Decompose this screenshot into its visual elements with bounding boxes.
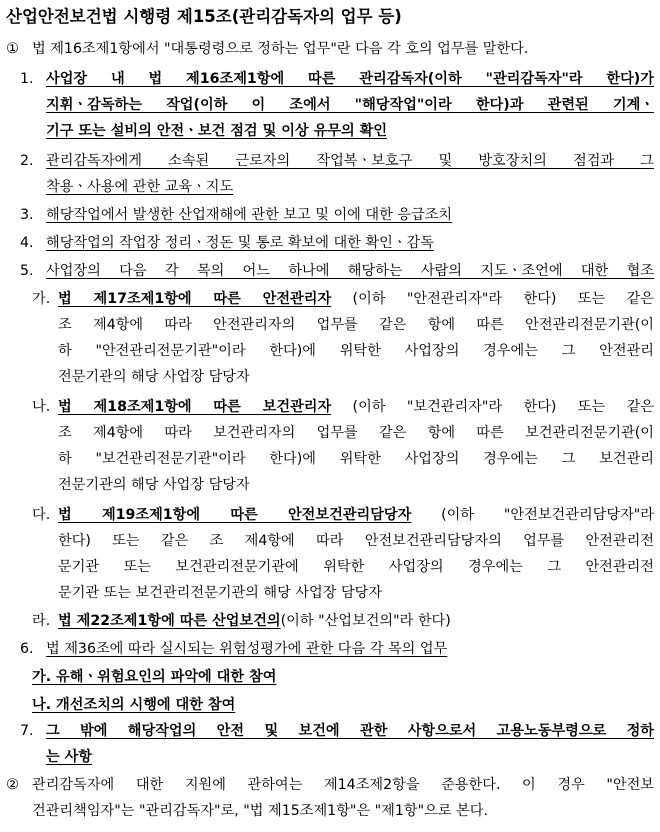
- sub-item-head: 법 제22조제1항에 따른 산업보건의: [58, 613, 281, 629]
- item-line: 해당작업에서 발생한 산업재해에 관한 보고 및 이에 대한 응급조치: [46, 207, 453, 223]
- sub-item-rest: (이하 "보건관리자"라 한다) 또는 같은: [352, 399, 654, 415]
- item-sub-line: 가. 유해ㆍ위험요인의 파악에 대한 참여: [32, 669, 277, 685]
- paragraph-marker: ②: [6, 777, 19, 793]
- item-line: 착용ㆍ사용에 관한 교육ㆍ지도: [46, 179, 234, 195]
- sub-item-line: 전문기관의 해당 사업장 담당자: [58, 369, 250, 385]
- paragraph-text: 법 제16조제1항에서 "대통령령으로 정하는 업무"란 다음 각 호의 업무를 말한다.: [32, 41, 529, 57]
- paragraph-line: 관리감독자에 대한 지원에 관하여는 제14조제2항을 준용한다. 이 경우 "안전보: [32, 777, 654, 793]
- item-line: 사업장의 다음 각 목의 어느 하나에 해당하는 사람의 지도ㆍ조언에 대한 협조: [46, 263, 654, 279]
- item-marker: 5.: [20, 263, 34, 279]
- sub-item-first-line: [58, 502, 654, 528]
- sub-item-head: 법 제18조제1항에 따른 보건관리자: [58, 399, 332, 415]
- sub-item-first-line: [58, 394, 654, 420]
- sub-item-line: 조 제4항에 따라 보건관리자의 업무를 같은 항에 따른 보건관리전문기관(이: [58, 425, 654, 441]
- item-line: 법 제36조에 따라 실시되는 위험성평가에 관한 다음 각 목의 업무: [46, 641, 448, 657]
- sub-item-marker: 나.: [32, 399, 51, 415]
- sub-item-line: 문기관 또는 보건관리전문기관에 위탁한 사업장의 경우에는 그 안전관리전: [58, 559, 654, 575]
- paragraph-marker: ①: [6, 41, 19, 57]
- item-marker: 3.: [20, 207, 34, 223]
- sub-item-first-line: [58, 286, 654, 312]
- item-line: 지휘ㆍ감독하는 작업(이하 이 조에서 "해당작업"이라 한다)과 관련된 기계ㆍ: [46, 97, 654, 113]
- item-marker: 2.: [20, 153, 34, 169]
- sub-item-marker: 다.: [32, 507, 51, 523]
- item-line: 는 사항: [46, 749, 93, 765]
- item-marker: 4.: [20, 235, 34, 251]
- sub-item-rest: (이하 "안전관리자"라 한다) 또는 같은: [352, 291, 654, 307]
- paragraph-line: 건관리책임자"는 "관리감독자"로, "법 제15조제1항"은 "제1항"으로 본다.: [32, 803, 488, 819]
- sub-item-first-line: [58, 608, 451, 634]
- sub-item-line: 전문기관의 해당 사업장 담당자: [58, 477, 250, 493]
- sub-item-rest: (이하 "안전보건관리담당자"라: [441, 507, 654, 523]
- sub-item-rest: (이하 "산업보건의"라 한다): [280, 613, 451, 629]
- sub-item-line: 하 "보건관리전문기관"이라 한다)에 위탁한 사업장의 경우에는 그 보건관리: [58, 451, 654, 467]
- sub-item-head: 법 제19조제1항에 따른 안전보건관리담당자: [58, 507, 412, 523]
- sub-item-line: 하 "안전관리전문기관"이라 한다)에 위탁한 사업장의 경우에는 그 안전관리: [58, 343, 654, 359]
- item-marker: 6.: [20, 641, 34, 657]
- item-line: 관리감독자에게 소속된 근로자의 작업복ㆍ보호구 및 방호장치의 점검과 그: [46, 153, 654, 169]
- item-marker: 1.: [20, 71, 34, 87]
- sub-item-line: 한다) 또는 같은 조 제4항에 따라 안전보건관리담당자의 업무를 안전관리전: [58, 533, 654, 549]
- sub-item-head: 법 제17조제1항에 따른 안전관리자: [58, 291, 332, 307]
- item-line: 해당작업의 작업장 정리ㆍ정돈 및 통로 확보에 대한 확인ㆍ감독: [46, 235, 434, 251]
- item-sub-line: 나. 개선조치의 시행에 대한 참여: [32, 697, 236, 713]
- sub-item-line: 문기관 또는 보건관리전문기관의 해당 사업장 담당자: [58, 585, 383, 601]
- sub-item-marker: 가.: [32, 291, 51, 307]
- item-marker: 7.: [20, 723, 34, 739]
- item-line: 기구 또는 설비의 안전ㆍ보건 점검 및 이상 유무의 확인: [46, 123, 388, 139]
- page-title: 산업안전보건법 시행령 제15조(관리감독자의 업무 등): [6, 7, 402, 26]
- item-line: 사업장 내 법 제16조제1항에 따른 관리감독자(이하 "관리감독자"라 한다)가: [46, 71, 654, 87]
- item-line: 그 밖에 해당작업의 안전 및 보건에 관한 사항으로서 고용노동부령으로 정하: [46, 723, 654, 739]
- sub-item-marker: 라.: [32, 613, 51, 629]
- sub-item-line: 조 제4항에 따라 안전관리자의 업무를 같은 항에 따른 안전관리전문기관(이: [58, 317, 654, 333]
